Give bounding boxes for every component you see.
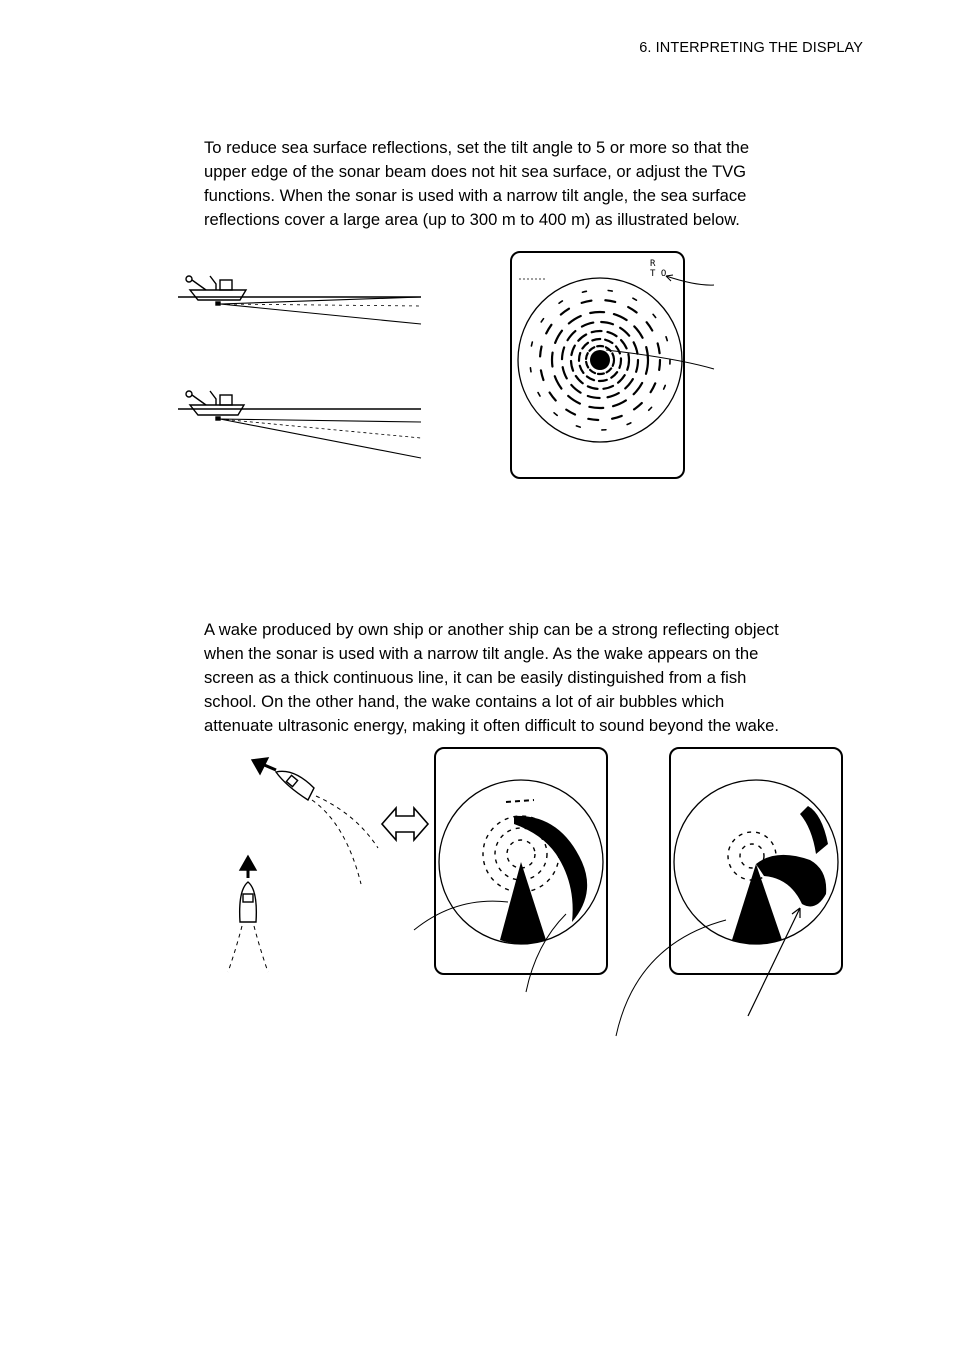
wake-illustration [216, 744, 856, 1044]
paragraph-line: reflections cover a large area (up to 300 m to 400 m) as illustrated below. [204, 210, 740, 229]
paragraph-line: To reduce sea surface reflections, set the tilt angle to 5 or more so that the [204, 138, 750, 157]
paragraph-sea-surface [204, 136, 864, 232]
beam-upper [220, 297, 421, 324]
own-ship-wake [228, 926, 268, 972]
paragraph-wake [204, 618, 864, 738]
center-echo [590, 350, 610, 370]
sonar-screen-wake-1 [414, 748, 607, 992]
ship-icon-lower [178, 391, 421, 420]
beam-lower [220, 419, 421, 458]
screen-label-to: T O [650, 269, 667, 279]
paragraph-line: when the sonar is used with a narrow tilt angle. As the wake appears on the [204, 644, 759, 663]
screen-label-r: R [650, 259, 656, 269]
paragraph-line: functions. When the sonar is used with a narrow tilt angle, the sea surface [204, 186, 747, 205]
paragraph-line: school. On the other hand, the wake contains a lot of air bubbles which [204, 692, 725, 711]
paragraph-line: A wake produced by own ship or another ship can be a strong reflecting object [204, 620, 779, 639]
ship-icon-upper [178, 276, 421, 305]
wake-figure [216, 744, 856, 1044]
paragraph-line: screen as a thick continuous line, it can be easily distinguished from a fish [204, 668, 747, 687]
section-header: 6. INTERPRETING THE DISPLAY [639, 40, 863, 56]
sea-surface-reflection-figure [176, 246, 736, 492]
sonar-screen-wake-2 [616, 748, 842, 1036]
sea-surface-illustration [176, 246, 736, 492]
paragraph-line: upper edge of the sonar beam does not hit sea surface, or adjust the TVG [204, 162, 747, 181]
sonar-screen [511, 252, 714, 478]
own-ship-icon [240, 856, 257, 922]
paragraph-line: attenuate ultrasonic energy, making it often difficult to sound beyond the wake. [204, 716, 779, 735]
other-ship-wake [312, 796, 378, 884]
double-arrow-icon [382, 808, 428, 840]
other-ship-icon [252, 758, 314, 800]
